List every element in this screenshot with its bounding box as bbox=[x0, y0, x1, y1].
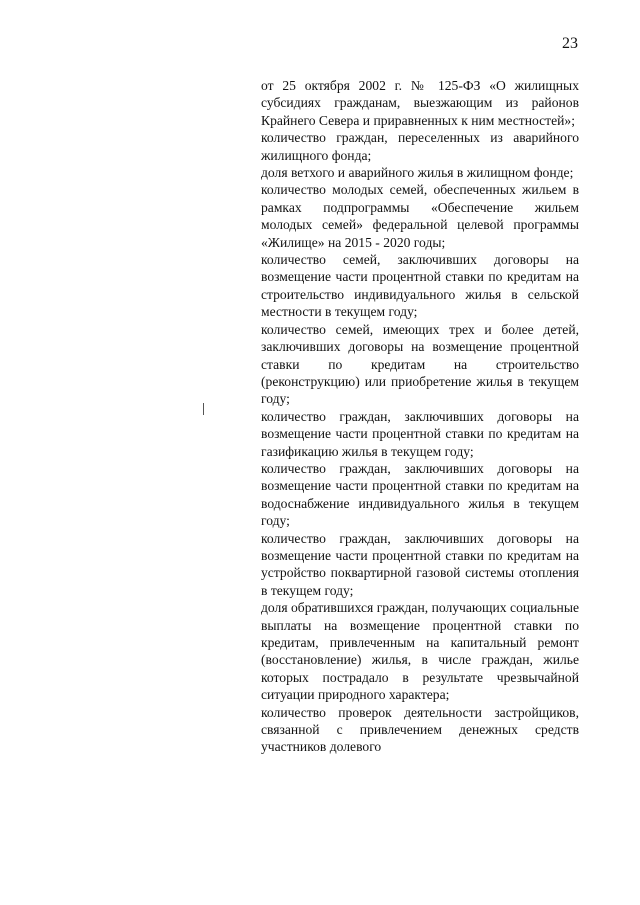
scan-artifact-line bbox=[203, 403, 204, 415]
paragraph-water-supply-loans: количество граждан, заключивших договоры на возмещение части процентной ставки по кредитам на водоснабжение индивидуального жилья в текущем году; bbox=[261, 460, 579, 529]
paragraph-emergency-repair: доля обратившихся граждан, получающих социальные выплаты на возмещение процентной ставки по кредитам, привлеченным на капитальный ремонт (восстановление) жилья, в числе граждан, жилье которых пострадало в результате чрезвычайной ситуации природного характера; bbox=[261, 600, 579, 703]
paragraph-developer-inspections: количество проверок деятельности застройщиков, связанной с привлечением денежных средств участников долевого bbox=[261, 704, 579, 755]
paragraph-heating-system-loans: количество граждан, заключивших договоры на возмещение части процентной ставки по кредитам на устройство поквартирной газовой системы отопления в текущем году; bbox=[261, 530, 579, 598]
document-body bbox=[261, 77, 579, 756]
page-number: 23 bbox=[562, 35, 578, 52]
paragraph-law-reference: от 25 октября 2002 г. № 125-ФЗ «О жилищных субсидиях гражданам, выезжающим из районов Крайнего Севера и приравненных к ним местностей»; bbox=[261, 78, 579, 128]
paragraph-resettled-citizens: количество граждан, переселенных из аварийного жилищного фонда; bbox=[261, 130, 579, 163]
paragraph-gasification-loans: количество граждан, заключивших договоры на возмещение части процентной ставки по кредитам на газификацию жилья в текущем году; bbox=[261, 408, 579, 459]
paragraph-dilapidated-housing-share: доля ветхого и аварийного жилья в жилищном фонде; bbox=[261, 165, 574, 181]
paragraph-young-families: количество молодых семей, обеспеченных жильем в рамках подпрограммы «Обеспечение жильем молодых семей» федеральной целевой программы «Жилище» на 2015 - 2020 годы; bbox=[261, 182, 579, 250]
paragraph-large-families: количество семей, имеющих трех и более детей, заключивших договоры на возмещение процентной ставки по кредитам на строительство (реконструкцию) или приобретение жилья в текущем году; bbox=[261, 321, 579, 407]
paragraph-rural-housing-loans: количество семей, заключивших договоры на возмещение части процентной ставки по кредитам на строительство индивидуального жилья в сельской местности в текущем году; bbox=[261, 252, 579, 320]
